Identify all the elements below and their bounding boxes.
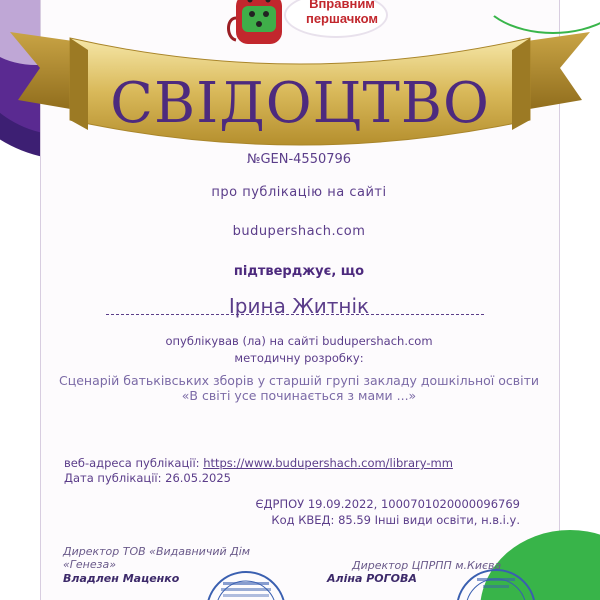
published-text: опублікував (ла) на сайті budupershach.com [165,334,433,348]
recipient-name: Ірина Житнік [228,294,370,318]
work-title-line-1: Сценарій батьківських зборів у старшій групі закладу дошкільної освіти [58,373,539,388]
about-text: про публікацію на сайті [211,185,387,200]
publication-url-row [64,456,453,470]
stamp-seal-left [205,570,287,600]
site-name: budupershach.com [232,224,366,239]
publication-date-label: Дата публікації: [64,471,162,485]
left-signer-name: Владлен Маценко [63,572,180,585]
certificate-number: №GEN-4550796 [246,152,352,167]
stamp-seal-right [455,568,537,600]
right-signer-name: Аліна РОГОВА [327,572,417,585]
right-signer-role: Директор ЦПРПП м.Києва [352,559,502,572]
logo-line-1: Вправним [309,0,375,11]
publication-url-label: веб-адреса публікації: [64,456,200,470]
left-signer-role: Директор ТОВ «Видавничий Дім «Генеза» [63,545,251,571]
logo-line-2: першачком [305,11,379,26]
certificate-title: СВІДОЦТВО [110,71,490,136]
method-text: методичну розробку: [234,351,364,365]
work-title-line-2: «В світі усе починається з мами ...» [181,388,417,403]
registration-line-2: Код КВЕД: 85.59 Інші види освіти, н.в.і.у. [271,513,520,527]
publication-date-row [64,471,231,485]
registration-line-1: ЄДРПОУ 19.09.2022, 1000701020000096769 [255,497,520,511]
name-underline [106,314,484,315]
publication-date: 26.05.2025 [165,471,231,485]
confirms-text: підтверджує, що [233,264,365,279]
publication-url-link[interactable]: https://www.budupershach.com/library-mm [203,456,453,470]
